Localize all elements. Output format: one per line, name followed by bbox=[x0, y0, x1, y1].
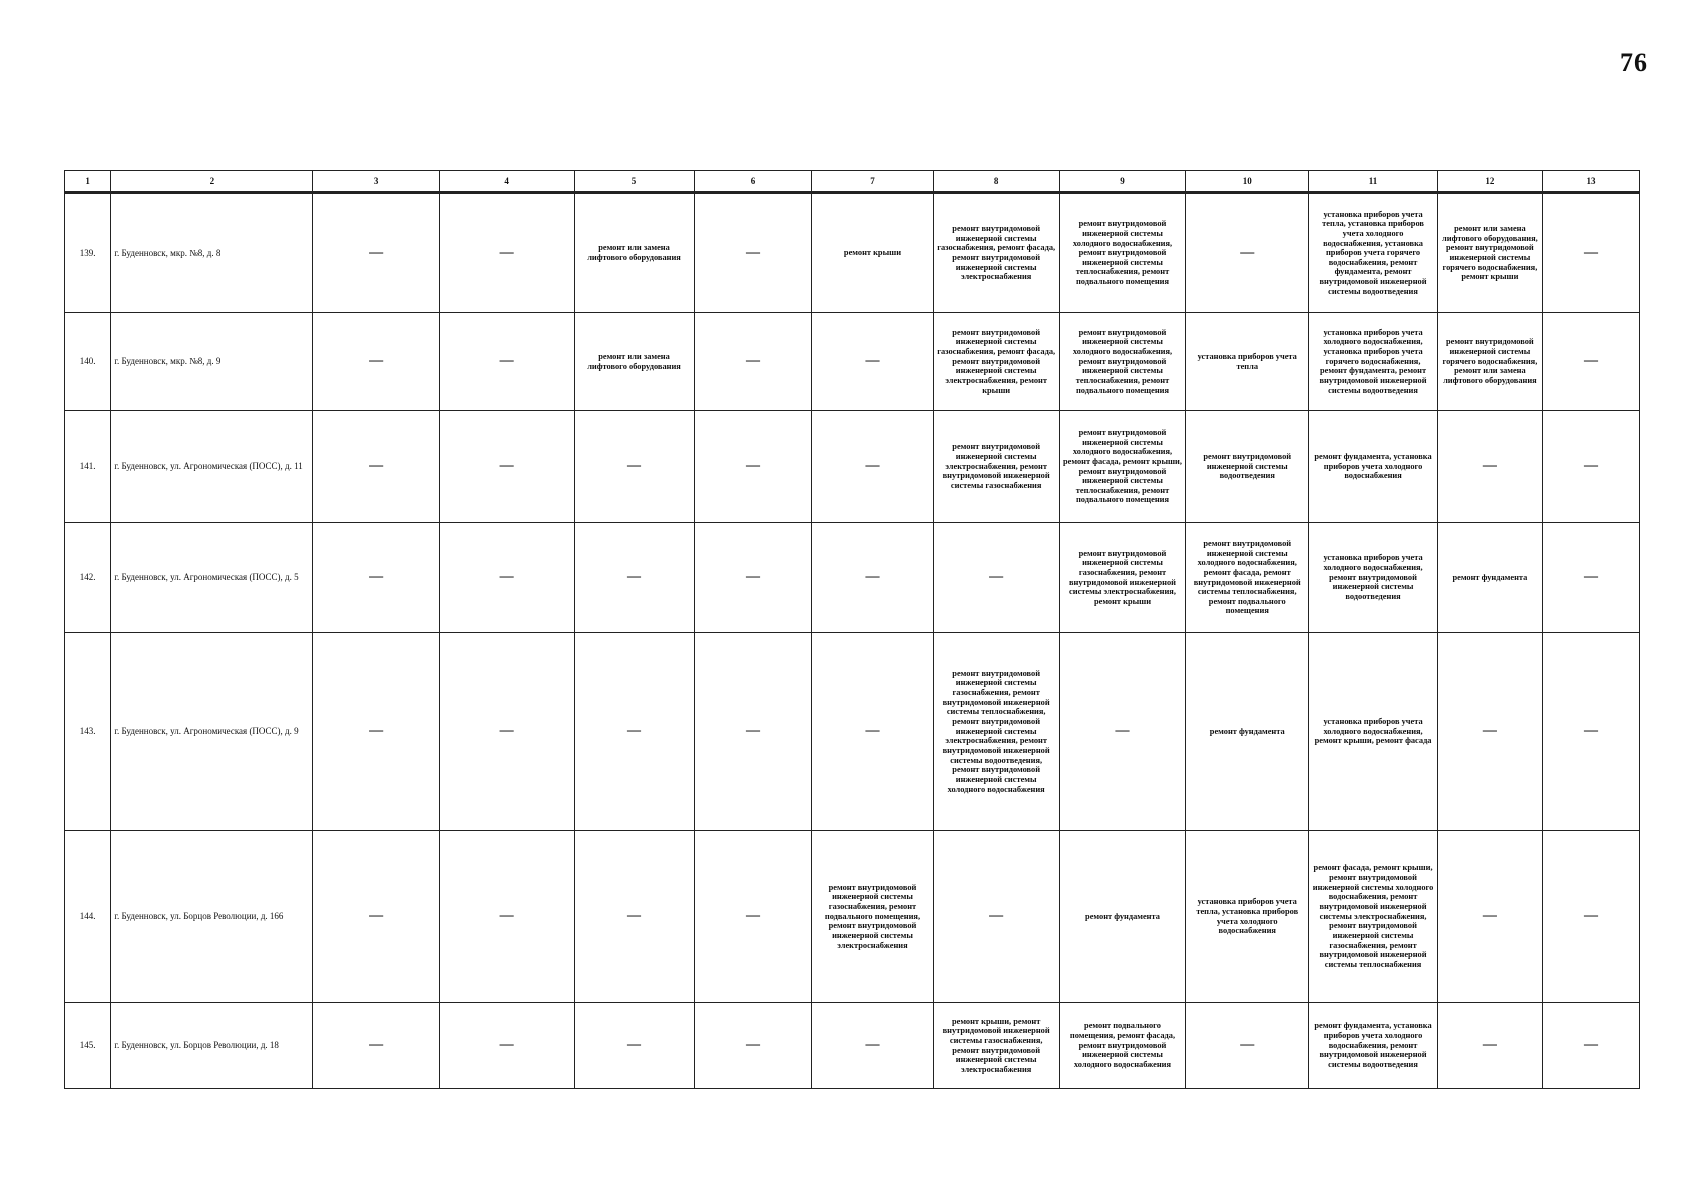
cell-col-7: ремонт внутридомовой инженерной системы газоснабжения, ремонт подвального помещения, ремонт внутридомовой инженерной системы электроснабжения bbox=[812, 831, 933, 1003]
cell-col-11: ремонт фасада, ремонт крыши, ремонт внутридомовой инженерной системы холодного водоснабжения, ремонт внутридомовой инженерной системы электроснабжения, ремонт внутридомовой инженерной системы газоснабжения, ремонт внутридомовой инженерной системы теплоснабжения bbox=[1309, 831, 1437, 1003]
cell-col-4: — bbox=[439, 523, 574, 633]
cell-col-4: — bbox=[439, 1003, 574, 1089]
cell-col-3: — bbox=[313, 1003, 439, 1089]
repair-schedule-table-container bbox=[64, 170, 1640, 1089]
column-header: 1 bbox=[65, 171, 111, 193]
cell-col-8: ремонт внутридомовой инженерной системы электроснабжения, ремонт внутридомовой инженерной системы газоснабжения bbox=[933, 411, 1059, 523]
column-header: 2 bbox=[111, 171, 313, 193]
row-address: г. Буденновск, ул. Агрономическая (ПОСС), д. 11 bbox=[111, 411, 313, 523]
cell-col-7: ремонт крыши bbox=[812, 193, 933, 313]
cell-col-10: установка приборов учета тепла bbox=[1186, 313, 1309, 411]
cell-col-13: — bbox=[1543, 523, 1640, 633]
cell-col-7: — bbox=[812, 411, 933, 523]
cell-col-6: — bbox=[694, 831, 812, 1003]
table-row bbox=[65, 313, 1640, 411]
cell-col-4: — bbox=[439, 313, 574, 411]
cell-col-13: — bbox=[1543, 831, 1640, 1003]
table-row bbox=[65, 193, 1640, 313]
column-header: 7 bbox=[812, 171, 933, 193]
row-address: г. Буденновск, ул. Борцов Революции, д. 18 bbox=[111, 1003, 313, 1089]
row-number: 142. bbox=[65, 523, 111, 633]
cell-col-12: — bbox=[1437, 1003, 1542, 1089]
cell-col-3: — bbox=[313, 831, 439, 1003]
table-row bbox=[65, 1003, 1640, 1089]
column-header: 4 bbox=[439, 171, 574, 193]
cell-col-13: — bbox=[1543, 193, 1640, 313]
cell-col-12: ремонт фундамента bbox=[1437, 523, 1542, 633]
page-number: 76 bbox=[1620, 48, 1648, 77]
cell-col-3: — bbox=[313, 523, 439, 633]
cell-col-11: установка приборов учета холодного водоснабжения, ремонт крыши, ремонт фасада bbox=[1309, 633, 1437, 831]
cell-col-6: — bbox=[694, 633, 812, 831]
cell-col-8: ремонт внутридомовой инженерной системы газоснабжения, ремонт фасада, ремонт внутридомовой инженерной системы электроснабжения bbox=[933, 193, 1059, 313]
row-address: г. Буденновск, мкр. №8, д. 9 bbox=[111, 313, 313, 411]
cell-col-4: — bbox=[439, 193, 574, 313]
cell-col-13: — bbox=[1543, 633, 1640, 831]
column-header: 13 bbox=[1543, 171, 1640, 193]
cell-col-5: ремонт или замена лифтового оборудования bbox=[574, 193, 694, 313]
row-address: г. Буденновск, ул. Агрономическая (ПОСС), д. 5 bbox=[111, 523, 313, 633]
column-header: 11 bbox=[1309, 171, 1437, 193]
cell-col-13: — bbox=[1543, 411, 1640, 523]
cell-col-4: — bbox=[439, 831, 574, 1003]
cell-col-10: ремонт фундамента bbox=[1186, 633, 1309, 831]
cell-col-7: — bbox=[812, 633, 933, 831]
row-number: 144. bbox=[65, 831, 111, 1003]
column-number-row bbox=[65, 171, 1640, 193]
row-number: 140. bbox=[65, 313, 111, 411]
cell-col-9: ремонт внутридомовой инженерной системы холодного водоснабжения, ремонт внутридомовой инженерной системы теплоснабжения, ремонт подвального помещения bbox=[1059, 313, 1185, 411]
row-address: г. Буденновск, мкр. №8, д. 8 bbox=[111, 193, 313, 313]
cell-col-12: ремонт внутридомовой инженерной системы горячего водоснабжения, ремонт или замена лифтового оборудования bbox=[1437, 313, 1542, 411]
cell-col-9: ремонт внутридомовой инженерной системы холодного водоснабжения, ремонт внутридомовой инженерной системы теплоснабжения, ремонт подвального помещения bbox=[1059, 193, 1185, 313]
cell-col-8: ремонт внутридомовой инженерной системы газоснабжения, ремонт фасада, ремонт внутридомовой инженерной системы электроснабжения, ремонт крыши bbox=[933, 313, 1059, 411]
cell-col-5: — bbox=[574, 411, 694, 523]
cell-col-3: — bbox=[313, 411, 439, 523]
cell-col-5: ремонт или замена лифтового оборудования bbox=[574, 313, 694, 411]
cell-col-11: установка приборов учета холодного водоснабжения, ремонт внутридомовой инженерной системы водоотведения bbox=[1309, 523, 1437, 633]
cell-col-6: — bbox=[694, 313, 812, 411]
table-row bbox=[65, 523, 1640, 633]
column-header: 10 bbox=[1186, 171, 1309, 193]
column-header: 3 bbox=[313, 171, 439, 193]
column-header: 5 bbox=[574, 171, 694, 193]
column-header: 8 bbox=[933, 171, 1059, 193]
cell-col-9: ремонт подвального помещения, ремонт фасада, ремонт внутридомовой инженерной системы холодного водоснабжения bbox=[1059, 1003, 1185, 1089]
column-header: 12 bbox=[1437, 171, 1542, 193]
cell-col-7: — bbox=[812, 313, 933, 411]
row-number: 145. bbox=[65, 1003, 111, 1089]
cell-col-8: — bbox=[933, 831, 1059, 1003]
cell-col-11: установка приборов учета холодного водоснабжения, установка приборов учета горячего водоснабжения, ремонт фундамента, ремонт внутридомовой инженерной системы водоотведения bbox=[1309, 313, 1437, 411]
table-row bbox=[65, 411, 1640, 523]
cell-col-9: ремонт фундамента bbox=[1059, 831, 1185, 1003]
cell-col-5: — bbox=[574, 633, 694, 831]
cell-col-10: установка приборов учета тепла, установка приборов учета холодного водоснабжения bbox=[1186, 831, 1309, 1003]
cell-col-6: — bbox=[694, 1003, 812, 1089]
cell-col-9: ремонт внутридомовой инженерной системы холодного водоснабжения, ремонт фасада, ремонт крыши, ремонт внутридомовой инженерной системы теплоснабжения, ремонт подвального помещения bbox=[1059, 411, 1185, 523]
column-header: 6 bbox=[694, 171, 812, 193]
repair-schedule-table bbox=[64, 170, 1640, 1089]
row-address: г. Буденновск, ул. Агрономическая (ПОСС), д. 9 bbox=[111, 633, 313, 831]
table-row bbox=[65, 831, 1640, 1003]
cell-col-3: — bbox=[313, 313, 439, 411]
cell-col-10: ремонт внутридомовой инженерной системы холодного водоснабжения, ремонт фасада, ремонт внутридомовой инженерной системы теплоснабжения, ремонт подвального помещения bbox=[1186, 523, 1309, 633]
column-header: 9 bbox=[1059, 171, 1185, 193]
row-number: 143. bbox=[65, 633, 111, 831]
cell-col-5: — bbox=[574, 1003, 694, 1089]
table-row bbox=[65, 633, 1640, 831]
cell-col-11: ремонт фундамента, установка приборов учета холодного водоснабжения, ремонт внутридомовой инженерной системы водоотведения bbox=[1309, 1003, 1437, 1089]
cell-col-12: — bbox=[1437, 831, 1542, 1003]
cell-col-10: ремонт внутридомовой инженерной системы водоотведения bbox=[1186, 411, 1309, 523]
cell-col-6: — bbox=[694, 193, 812, 313]
row-number: 139. bbox=[65, 193, 111, 313]
cell-col-8: ремонт внутридомовой инженерной системы газоснабжения, ремонт внутридомовой инженерной системы теплоснабжения, ремонт внутридомовой инженерной системы электроснабжения, ремонт внутридомовой инженерной системы водоотведения, ремонт внутридомовой инженерной системы холодного водоснабжения bbox=[933, 633, 1059, 831]
row-number: 141. bbox=[65, 411, 111, 523]
cell-col-7: — bbox=[812, 523, 933, 633]
cell-col-13: — bbox=[1543, 1003, 1640, 1089]
cell-col-12: ремонт или замена лифтового оборудования, ремонт внутридомовой инженерной системы горячего водоснабжения, ремонт крыши bbox=[1437, 193, 1542, 313]
cell-col-12: — bbox=[1437, 411, 1542, 523]
cell-col-5: — bbox=[574, 523, 694, 633]
cell-col-7: — bbox=[812, 1003, 933, 1089]
cell-col-6: — bbox=[694, 411, 812, 523]
cell-col-9: — bbox=[1059, 633, 1185, 831]
row-address: г. Буденновск, ул. Борцов Революции, д. 166 bbox=[111, 831, 313, 1003]
cell-col-5: — bbox=[574, 831, 694, 1003]
cell-col-11: установка приборов учета тепла, установка приборов учета холодного водоснабжения, установка приборов учета горячего водоснабжения, ремонт фундамента, ремонт внутридомовой инженерной системы водоотведения bbox=[1309, 193, 1437, 313]
cell-col-3: — bbox=[313, 633, 439, 831]
cell-col-8: ремонт крыши, ремонт внутридомовой инженерной системы газоснабжения, ремонт внутридомовой инженерной системы электроснабжения bbox=[933, 1003, 1059, 1089]
cell-col-10: — bbox=[1186, 1003, 1309, 1089]
cell-col-11: ремонт фундамента, установка приборов учета холодного водоснабжения bbox=[1309, 411, 1437, 523]
cell-col-4: — bbox=[439, 411, 574, 523]
cell-col-10: — bbox=[1186, 193, 1309, 313]
cell-col-4: — bbox=[439, 633, 574, 831]
cell-col-6: — bbox=[694, 523, 812, 633]
cell-col-9: ремонт внутридомовой инженерной системы газоснабжения, ремонт внутридомовой инженерной системы электроснабжения, ремонт крыши bbox=[1059, 523, 1185, 633]
cell-col-13: — bbox=[1543, 313, 1640, 411]
cell-col-8: — bbox=[933, 523, 1059, 633]
cell-col-12: — bbox=[1437, 633, 1542, 831]
cell-col-3: — bbox=[313, 193, 439, 313]
